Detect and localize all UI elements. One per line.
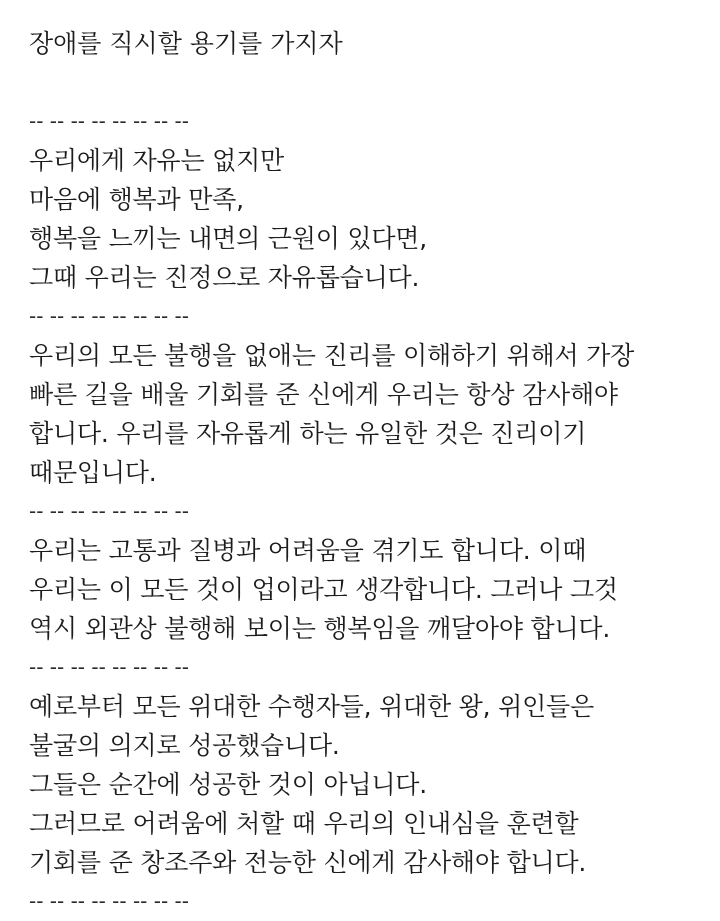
document-title: 장애를 직시할 용기를 가지자: [29, 29, 343, 58]
text-line: 예로부터 모든 위대한 수행자들, 위대한 왕, 위인들은: [29, 692, 594, 721]
text-line: 우리는 고통과 질병과 어려움을 겪기도 합니다. 이때: [29, 536, 587, 565]
text-line: 때문입니다.: [29, 458, 157, 487]
text-line: 그러므로 어려움에 처할 때 우리의 인내심을 훈련할: [29, 809, 579, 838]
text-line: 기회를 준 창조주와 전능한 신에게 감사해야 합니다.: [29, 848, 587, 877]
text-line: 우리는 이 모든 것이 업이라고 생각합니다. 그러나 그것: [29, 575, 618, 604]
text-line: 우리에게 자유는 없지만: [29, 146, 284, 175]
text-line: 행복을 느끼는 내면의 근원이 있다면,: [29, 224, 427, 253]
paragraph-1: [29, 141, 720, 297]
paragraph-3: [29, 531, 720, 648]
text-line: 마음에 행복과 만족,: [29, 185, 244, 214]
text-line: 합니다. 우리를 자유롭게 하는 유일한 것은 진리이기: [29, 419, 587, 448]
text-line: 역시 외관상 불행해 보이는 행복임을 깨달아야 합니다.: [29, 614, 611, 643]
text-line: 빠른 길을 배울 기회를 준 신에게 우리는 항상 감사해야: [29, 380, 618, 409]
text-line: 그들은 순간에 성공한 것이 아닙니다.: [29, 770, 427, 799]
separator-line: -- -- -- -- -- -- -- --: [29, 889, 189, 913]
paragraph-4: [29, 687, 720, 882]
separator-line: -- -- -- -- -- -- -- --: [29, 499, 189, 523]
separator-line: -- -- -- -- -- -- -- --: [29, 304, 189, 328]
separator-line: -- -- -- -- -- -- -- --: [29, 109, 189, 133]
text-line: 불굴의 의지로 성공했습니다.: [29, 731, 340, 760]
text-line: 그때 우리는 진정으로 자유롭습니다.: [29, 263, 420, 292]
separator-line: -- -- -- -- -- -- -- --: [29, 655, 189, 679]
paragraph-2: [29, 336, 720, 492]
text-line: 우리의 모든 불행을 없애는 진리를 이해하기 위해서 가장: [29, 341, 635, 370]
